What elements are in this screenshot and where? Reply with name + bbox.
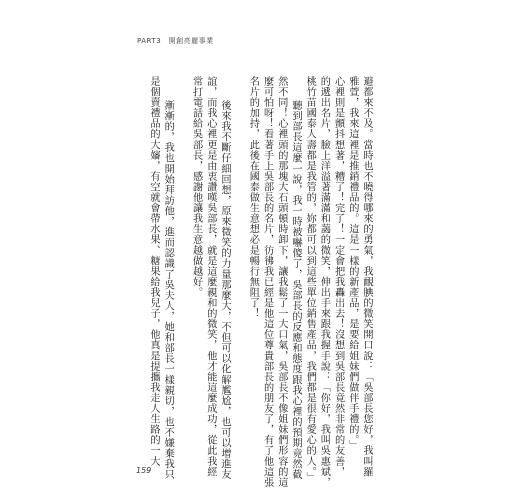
text-column: 避都來不及。當時也不曉得哪來的勇氣，我靦腆的微笑開口說：「吳部長您好，我叫羅 — [361, 76, 372, 477]
running-head: PART3 開創亮麗事業 — [137, 37, 214, 45]
text-column: 聽到部長這麼一說，我一時被嚇傻了，吳部長的反應和態度跟我心裡的預期竟然截 — [290, 100, 301, 480]
text-column: 雅萱，我來這裡是推銷禮品的。這是一樣的新產品，是要給姐妹們做伴手禮的。」 — [346, 76, 358, 451]
text-column: 的遞出名片，臉上洋溢著滿滿和藹的微笑，伸出手來跟我握手說：「你好，我叫吳惠斌， — [318, 76, 330, 488]
text-column: 心裡則是顫抖想著，糟了！完了！一定會把我轟出去！沒想到吳部長竟然非常的友善， — [332, 76, 344, 477]
page-number: 159 — [136, 466, 152, 475]
text-column: 是個賣禮品的大嬸，有空就會帶水果、糖果給我兒子，他真是提攜我走人生路的一大 — [148, 76, 159, 467]
text-column: 麼可怕呀！看著手上吳部長的名片，彷彿我已經是他這位尊貴部長的朋友了，有了他這張 — [261, 76, 273, 488]
text-column: 漸漸的，我也開始拜訪他，進而認識了吳夫人，她和部長一樣親切，也不嫌棄我只 — [162, 100, 174, 480]
text-column: 名片的加持，此後在國泰做生意想必是暢行無阻了！ — [247, 76, 259, 319]
text-column: 後來我不斷仔細回想，原來微笑的力量那麼大，不但可以化解尷尬，也可以增進友 — [219, 100, 230, 480]
text-column: 常打電話給吳部長，感謝他讓我生意越做越好。 — [190, 76, 202, 298]
text-column: 誼，而我心裡更是由衷讚嘆吳部長，就是這麼親和的微笑，他才能這麼成功，從此我經 — [204, 76, 216, 477]
text-column: 然不同！心裡頭的那塊大石頭頓時卸下，讓我鬆了一大口氣，吳部長不像姐妹們形容的這 — [275, 76, 287, 488]
text-column: 桃竹苗國泰人壽都是我管的，妳都可以到這些單位銷售產品，我們都是很有愛心的人。」 — [304, 76, 316, 483]
